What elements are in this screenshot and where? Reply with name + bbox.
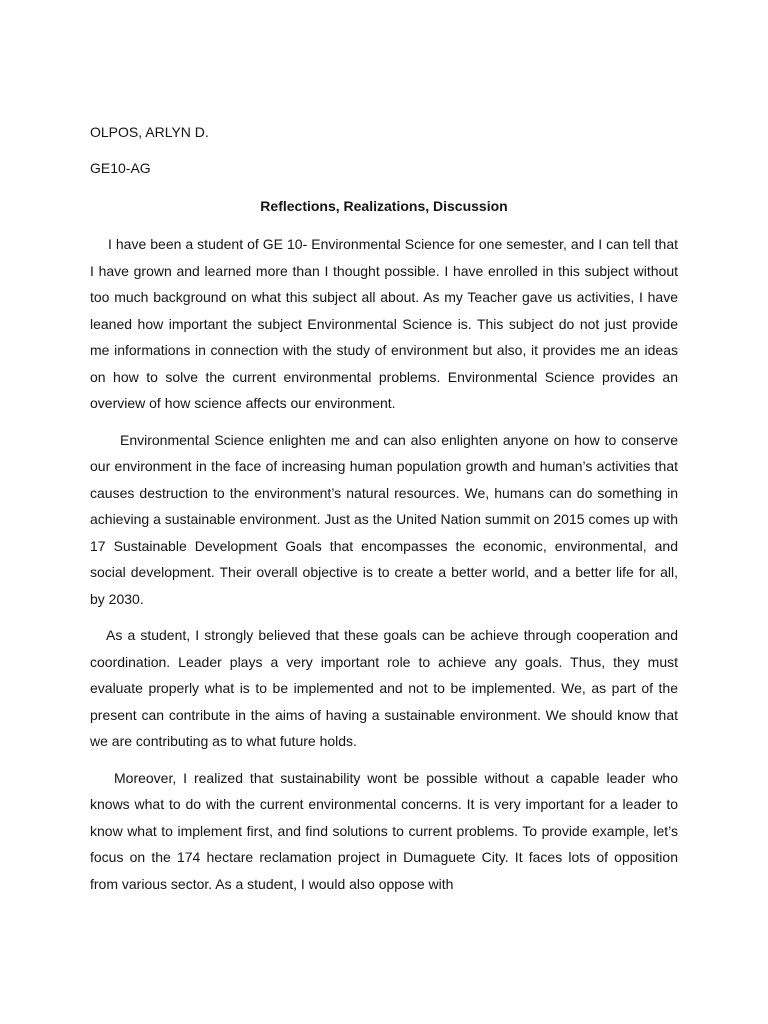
paragraph: As a student, I strongly believed that these goals can be achieve through cooperation and coordination. Leader plays a very important role to achieve any goals. Thus, they must evaluate properly what is to be implemented and not to be implemented. We, as part of the present can contribute in the aims of having a sustainable environment. We should know that we are contributing as to what future holds. [90, 627, 678, 749]
author-name: OLPOS, ARLYN D. [90, 124, 209, 140]
essay-title: Reflections, Realizations, Discussion [260, 198, 508, 214]
course-section: GE10-AG [90, 160, 151, 176]
paragraph: I have been a student of GE 10- Environmental Science for one semester, and I can tell that I have grown and learned more than I thought possible. I have enrolled in this subject without too much background on what this subject all about. As my Teacher gave us activities, I have leaned how important the subject Environmental Science is. This subject do not just provide me informations in connection with the study of environment but also, it provides me an ideas on how to solve the current environmental problems. Environmental Science provides an overview of how science affects our environment. [90, 236, 678, 411]
paragraph: Moreover, I realized that sustainability wont be possible without a capable leader who knows what to do with the current environmental concerns. It is very important for a leader to know what to implement first, and find solutions to current problems. To provide example, let’s focus on the 174 hectare reclamation project in Dumaguete City. It faces lots of opposition from various sector. As a student, I would also oppose with [90, 769, 678, 892]
paragraph: Environmental Science enlighten me and can also enlighten anyone on how to conserve our environment in the face of increasing human population growth and human’s activities that causes destruction to the environment’s natural resources. We, humans can do something in achieving a sustainable environment. Just as the United Nation summit on 2015 comes up with 17 Sustainable Development Goals that encompasses the economic, environmental, and social development. Their overall objective is to create a better world, and a better life for all, by 2030. [90, 431, 678, 607]
essay-body [90, 231, 678, 907]
